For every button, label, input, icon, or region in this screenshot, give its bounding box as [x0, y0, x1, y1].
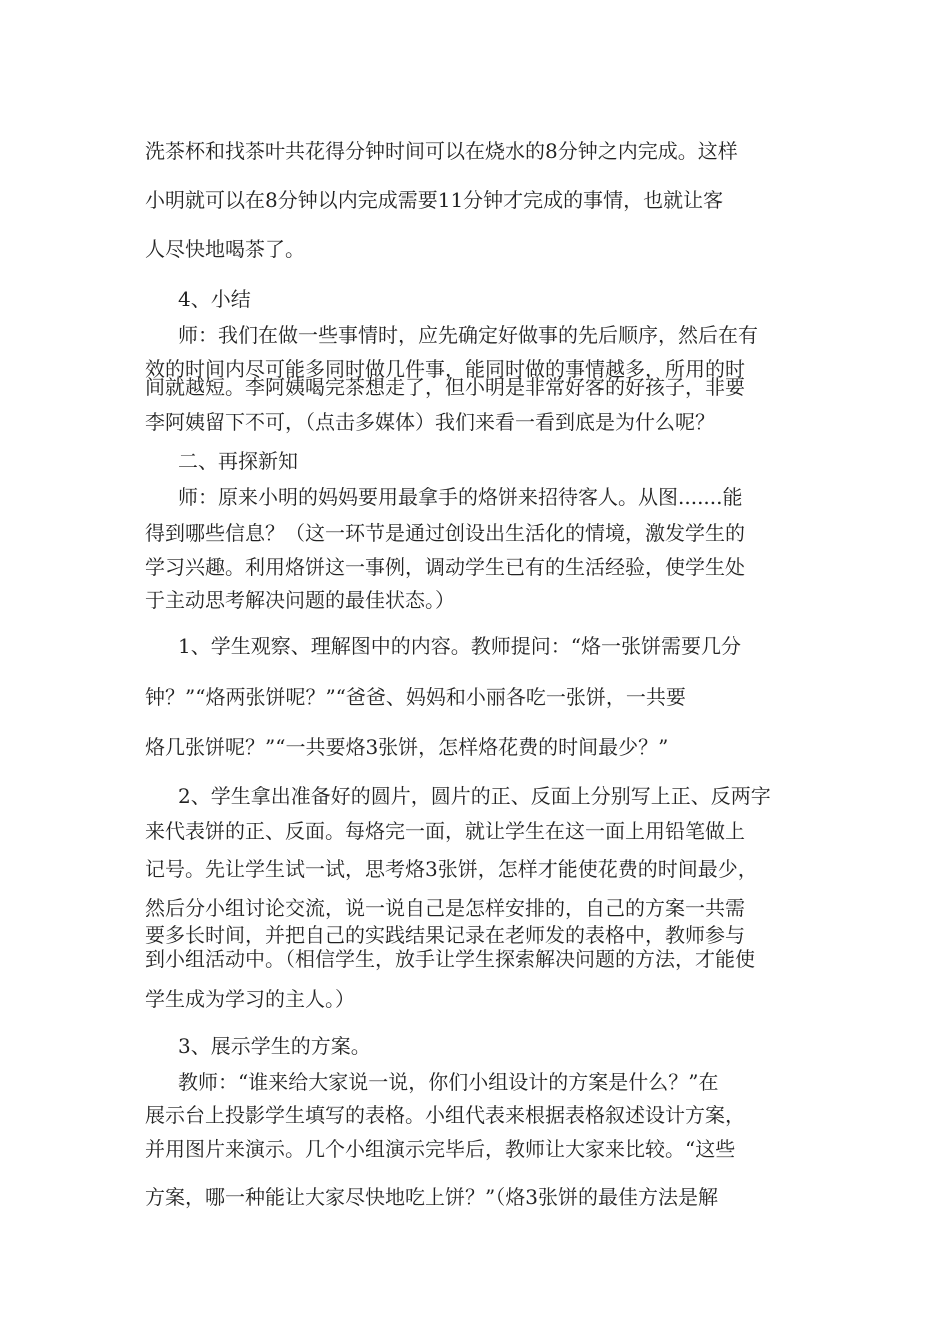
- text-line: 教师：“谁来给大家说一说，你们小组设计的方案是什么？”在: [178, 1070, 719, 1094]
- text-line: 要多长时间，并把自己的实践结果记录在老师发的表格中，教师参与: [145, 923, 745, 947]
- text-line: 烙几张饼呢？”“一共要烙3张饼，怎样烙花费的时间最少？”: [145, 735, 669, 759]
- text-line: 人尽快地喝茶了。: [145, 237, 305, 261]
- text-line: 来代表饼的正、反面。每烙完一面，就让学生在这一面上用铅笔做上: [145, 819, 745, 843]
- text-line: 小明就可以在8分钟以内完成需要11分钟才完成的事情，也就让客: [145, 188, 724, 212]
- text-line: 李阿姨留下不可，（点击多媒体）我们来看一看到底是为什么呢？: [145, 410, 715, 434]
- text-line: 洗茶杯和找茶叶共花得分钟时间可以在烧水的8分钟之内完成。这样: [145, 139, 738, 163]
- text-line: 并用图片来演示。几个小组演示完毕后，教师让大家来比较。“这些: [145, 1137, 736, 1161]
- section-heading: 二、再探新知: [178, 449, 298, 473]
- text-line: 于主动思考解决问题的最佳状态。）: [145, 588, 455, 612]
- text-line: 到小组活动中。（相信学生，放手让学生探索解决问题的方法，才能使: [145, 947, 755, 971]
- section-heading: 4、小结: [178, 287, 251, 311]
- text-line: 2、学生拿出准备好的圆片，圆片的正、反面上分别写上正、反两字: [178, 784, 771, 808]
- text-line: 方案，哪一种能让大家尽快地吃上饼？”（烙3张饼的最佳方法是解: [145, 1185, 718, 1209]
- text-line: 效的时间内尽可能多同时做几件事，能同时做的事情越多，所用的时: [145, 357, 745, 381]
- text-line: 间就越短。李阿姨喝完茶想走了，但小明是非常好客的好孩子，非要: [145, 375, 745, 399]
- text-line: 1、学生观察、理解图中的内容。教师提问：“烙一张饼需要几分: [178, 634, 741, 658]
- text-line: 钟？”“烙两张饼呢？”“爸爸、妈妈和小丽各吃一张饼，一共要: [145, 685, 686, 709]
- text-line: 学习兴趣。利用烙饼这一事例，调动学生已有的生活经验，使学生处: [145, 555, 745, 579]
- text-line: 展示台上投影学生填写的表格。小组代表来根据表格叙述设计方案，: [145, 1103, 745, 1127]
- section-heading: 3、展示学生的方案。: [178, 1034, 371, 1058]
- text-line: 师：我们在做一些事情时，应先确定好做事的先后顺序，然后在有: [178, 323, 758, 347]
- text-line: 然后分小组讨论交流，说一说自己是怎样安排的，自己的方案一共需: [145, 896, 745, 920]
- text-line: 记号。先让学生试一试，思考烙3张饼，怎样才能使花费的时间最少，: [145, 857, 758, 881]
- text-line: 师：原来小明的妈妈要用最拿手的烙饼来招待客人。从图.......能: [178, 485, 743, 509]
- text-line: 得到哪些信息？（这一环节是通过创设出生活化的情境，激发学生的: [145, 521, 745, 545]
- text-line: 学生成为学习的主人。）: [145, 987, 355, 1011]
